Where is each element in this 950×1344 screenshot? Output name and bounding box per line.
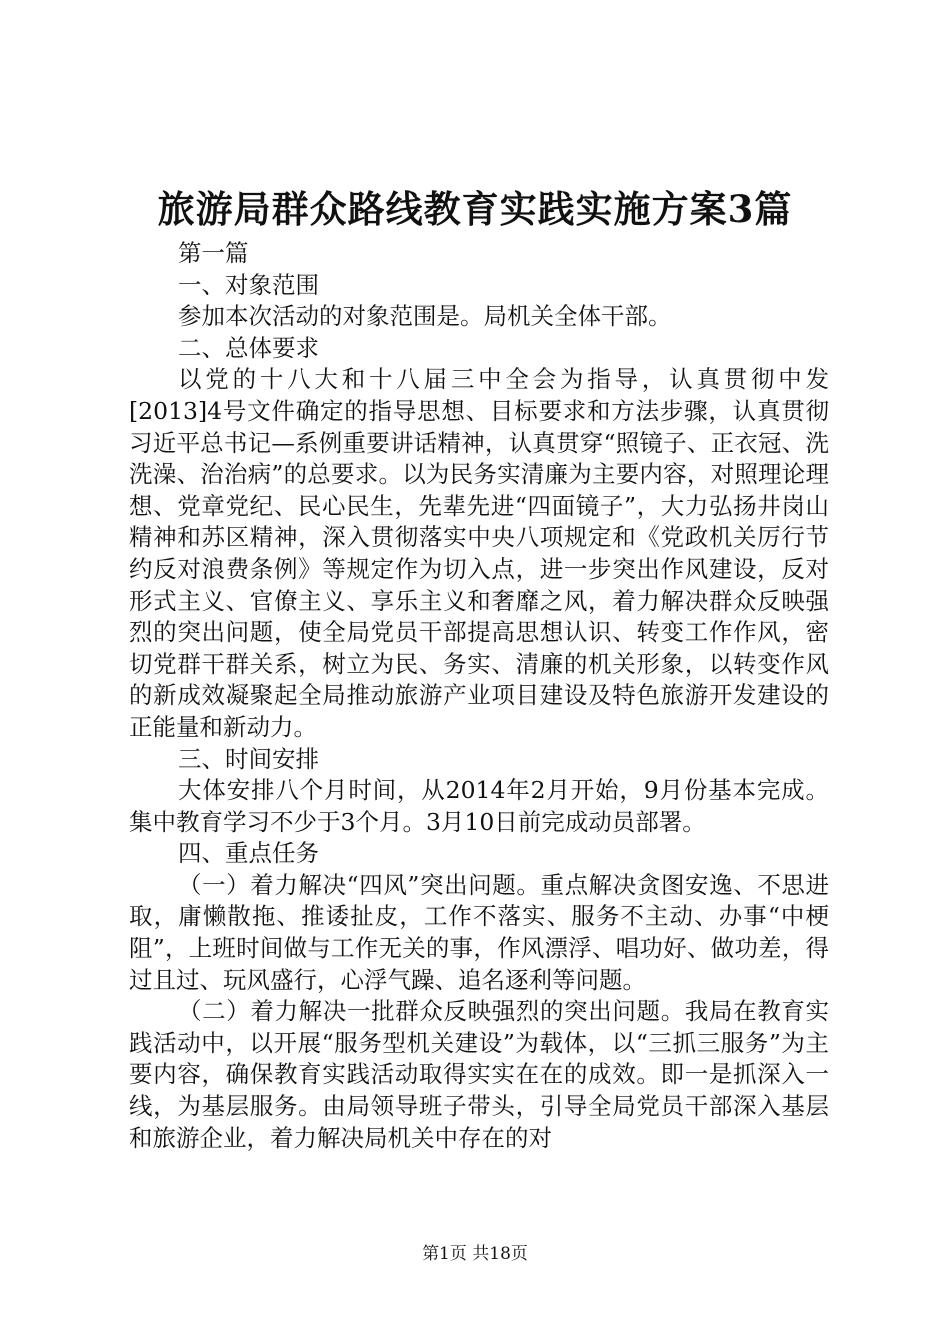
document-body xyxy=(129,238,829,1154)
section-heading-requirements: 二、总体要求 xyxy=(178,333,319,362)
task-item-2: （二）着力解决一批群众反映强烈的突出问题。我局在教育实践活动中，以开展“服务型机关建设”为载体，以“三抓三服务”为主要内容，确保教育实践活动取得实实在在的成效。即一是抓深入一线，为基层服务。由局领导班子带头，引导全局党员干部深入基层和旅游企业，着力解决局机关中存在的对 xyxy=(129,997,829,1152)
section-heading-tasks: 四、重点任务 xyxy=(178,839,319,868)
page-footer: 第1页 共18页 xyxy=(422,1244,528,1264)
document-title: 旅游局群众路线教育实践实施方案3篇 xyxy=(157,187,793,231)
section-heading-scope: 一、对象范围 xyxy=(178,270,319,299)
section-text-scope: 参加本次活动的对象范围是。局机关全体干部。 xyxy=(178,302,672,331)
task-item-1: （一）着力解决“四风”突出问题。重点解决贪图安逸、不思进取，庸懒散拖、推诿扯皮，工作不落实、服务不主动、办事“中梗阻”，上班时间做与工作无关的事，作风漂浮、唱功好、做功差，得过且过、玩风盛行，心浮气躁、追名逐利等问题。 xyxy=(129,870,829,994)
section-text-schedule: 大体安排八个月时间，从2014年2月开始，9月份基本完成。集中教育学习不少于3个月。3月10日前完成动员部署。 xyxy=(129,776,829,836)
section-text-requirements: 以党的十八大和十八届三中全会为指导，认真贯彻中发[2013]4号文件确定的指导思想、目标要求和方法步骤，认真贯彻习近平总书记—系例重要讲话精神，认真贯穿“照镜子、正衣冠、洗洗澡、治治病”的总要求。以为民务实清廉为主要内容，对照理论理想、党章党纪、民心民生，先辈先进“四面镜子”，大力弘扬井岗山精神和苏区精神，深入贯彻落实中央八项规定和《党政机关厉行节约反对浪费条例》等规定作为切入点，进一步突出作风建设，反对形式主义、官僚主义、享乐主义和奢靡之风，着力解决群众反映强烈的突出问题，使全局党员干部提高思想认识、转变工作作风，密切党群干群关系，树立为民、务实、清廉的机关形象，以转变作风的新成效凝聚起全局推动旅游产业项目建设及特色旅游开发建设的正能量和新动力。 xyxy=(129,365,829,741)
part-label: 第一篇 xyxy=(178,239,249,267)
section-heading-schedule: 三、时间安排 xyxy=(178,744,319,773)
